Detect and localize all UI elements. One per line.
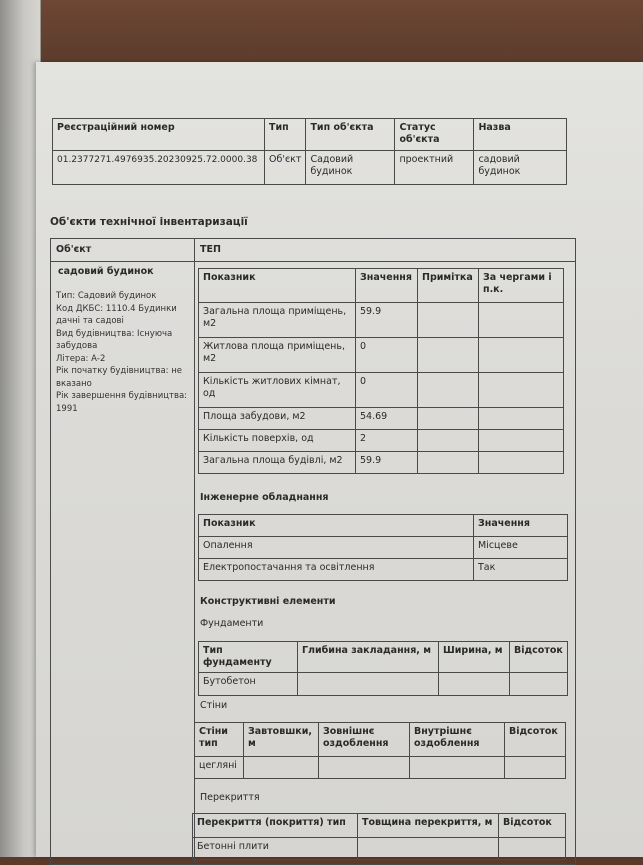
tep-row — [199, 303, 564, 338]
tep-note — [418, 452, 479, 474]
found-width — [439, 673, 510, 696]
tep-value: 59.9 — [356, 303, 418, 338]
found-row — [199, 673, 568, 696]
ceilings-table — [192, 813, 566, 860]
tep-col-note: Примітка — [418, 269, 479, 303]
tep-indicator: Площа забудови, м2 — [199, 408, 356, 430]
detail-end-year: Рік завершення будівництва: 1991 — [56, 391, 188, 414]
col-object-status: Статус об'єкта — [395, 119, 474, 151]
tep-col-value: Значення — [356, 269, 418, 303]
ceil-type: Бетонні плити — [193, 838, 358, 860]
ceil-percent — [499, 838, 566, 860]
eng-value: Місцеве — [474, 537, 568, 559]
object-details — [56, 290, 191, 415]
ceil-row — [193, 838, 566, 860]
ceilings-label: Перекриття — [200, 792, 260, 803]
eng-indicator: Опалення — [199, 537, 474, 559]
walls-col-type: Стіни тип — [195, 723, 244, 757]
foundations-label: Фундаменти — [200, 618, 264, 629]
tep-value: 0 — [356, 373, 418, 408]
tep-note — [418, 303, 479, 338]
adjacent-page — [0, 0, 41, 857]
walls-row — [195, 757, 566, 779]
col-object-type: Тип об'єкта — [306, 119, 395, 151]
object-status-value: проектний — [395, 151, 474, 185]
tep-value: 2 — [356, 430, 418, 452]
col-name: Назва — [474, 119, 567, 151]
tep-queue — [479, 430, 564, 452]
walls-col-inner: Внутрішнє оздоблення — [410, 723, 505, 757]
walls-col-thickness: Завтовшки, м — [244, 723, 319, 757]
tep-indicator: Кількість житлових кімнат, од — [199, 373, 356, 408]
foundations-table — [198, 641, 568, 696]
constructive-title: Конструктивні елементи — [200, 596, 336, 607]
engineering-table — [198, 514, 568, 581]
tep-note — [418, 373, 479, 408]
found-col-depth: Глибина закладання, м — [298, 642, 439, 673]
ceil-col-thickness: Товщина перекриття, м — [358, 814, 499, 838]
eng-col-indicator: Показник — [199, 515, 474, 537]
reg-number-value: 01.2377271.4976935.20230925.72.0000.38 — [53, 151, 265, 185]
ceil-col-percent: Відсоток — [499, 814, 566, 838]
detail-type: Тип: Садовий будинок — [56, 291, 157, 301]
tep-indicator: Загальна площа будівлі, м2 — [199, 452, 356, 474]
name-value: садовий будинок — [474, 151, 567, 185]
detail-start-year: Рік початку будівництва: не вказано — [56, 366, 183, 389]
eng-value: Так — [474, 559, 568, 581]
col-reg-number: Реєстраційний номер — [53, 119, 265, 151]
tep-note — [418, 338, 479, 373]
tep-note — [418, 408, 479, 430]
tep-queue — [479, 452, 564, 474]
walls-table — [194, 722, 566, 779]
col-tep-header: ТЕП — [200, 244, 221, 255]
tep-value: 0 — [356, 338, 418, 373]
walls-outer — [319, 757, 410, 779]
eng-row — [199, 537, 568, 559]
detail-dkbs: Код ДКБС: 1110.4 Будинки дачні та садові — [56, 303, 177, 326]
col-type: Тип — [265, 119, 306, 151]
tep-queue — [479, 338, 564, 373]
document-page — [36, 62, 643, 857]
tep-queue — [479, 408, 564, 430]
tep-indicator: Загальна площа приміщень, м2 — [199, 303, 356, 338]
eng-row — [199, 559, 568, 581]
tep-queue — [479, 303, 564, 338]
found-depth — [298, 673, 439, 696]
desk-background — [0, 0, 643, 70]
col-object-header: Об'єкт — [56, 244, 92, 255]
detail-construction-kind: Вид будівництва: Існуюча забудова — [56, 328, 173, 351]
eng-col-value: Значення — [474, 515, 568, 537]
tep-queue — [479, 373, 564, 408]
walls-col-outer: Зовнішнє оздоблення — [319, 723, 410, 757]
found-col-percent: Відсоток — [510, 642, 568, 673]
ceil-thickness — [358, 838, 499, 860]
walls-percent — [505, 757, 566, 779]
tep-row — [199, 430, 564, 452]
walls-col-percent: Відсоток — [505, 723, 566, 757]
section-title: Об'єкти технічної інвентаризації — [50, 216, 248, 228]
engineering-title: Інженерне обладнання — [200, 492, 329, 503]
walls-label: Стіни — [200, 700, 228, 711]
tep-value: 54.69 — [356, 408, 418, 430]
eng-indicator: Електропостачання та освітлення — [199, 559, 474, 581]
walls-type: цегляні — [195, 757, 244, 779]
object-name: садовий будинок — [58, 266, 154, 277]
type-value: Об'єкт — [265, 151, 306, 185]
object-type-value: Садовий будинок — [306, 151, 395, 185]
tep-table — [198, 268, 564, 474]
detail-letter: Літера: А-2 — [56, 353, 106, 364]
registry-table — [52, 118, 567, 185]
tep-indicator: Житлова площа приміщень, м2 — [199, 338, 356, 373]
walls-inner — [410, 757, 505, 779]
tep-row — [199, 338, 564, 373]
tep-value: 59.9 — [356, 452, 418, 474]
found-type: Бутобетон — [199, 673, 298, 696]
tep-col-queues: За чергами і п.к. — [479, 269, 564, 303]
tep-note — [418, 430, 479, 452]
tep-indicator: Кількість поверхів, од — [199, 430, 356, 452]
found-percent — [510, 673, 568, 696]
tep-col-indicator: Показник — [199, 269, 356, 303]
walls-thickness — [244, 757, 319, 779]
ceil-col-type: Перекриття (покриття) тип — [193, 814, 358, 838]
tep-row — [199, 408, 564, 430]
tep-row — [199, 373, 564, 408]
found-col-type: Тип фундаменту — [199, 642, 298, 673]
tep-row — [199, 452, 564, 474]
objects-header-line — [50, 238, 576, 262]
found-col-width: Ширина, м — [439, 642, 510, 673]
